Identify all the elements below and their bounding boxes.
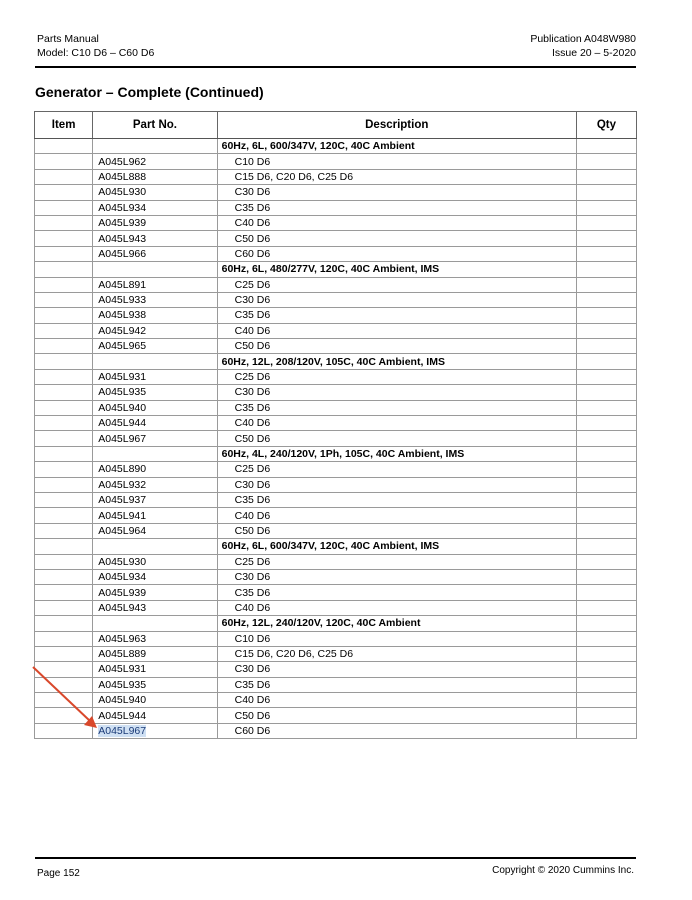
description: C10 D6 — [234, 632, 271, 645]
part-number: A045L937 — [98, 494, 147, 507]
part-number: A045L890 — [98, 463, 147, 476]
description: C40 D6 — [234, 601, 271, 614]
part-number: A045L963 — [98, 632, 147, 645]
description: C15 D6, C20 D6, C25 D6 — [234, 170, 354, 183]
part-number: A045L940 — [98, 401, 147, 414]
part-number: A045L962 — [98, 155, 147, 168]
description: C50 D6 — [234, 709, 271, 722]
description: C15 D6, C20 D6, C25 D6 — [234, 648, 354, 661]
part-number: A045L931 — [98, 663, 147, 676]
part-number: A045L944 — [98, 417, 147, 430]
part-number: A045L935 — [98, 678, 147, 691]
description: C30 D6 — [234, 663, 271, 676]
model-range: Model: C10 D6 – C60 D6 — [37, 46, 155, 59]
part-number: A045L943 — [98, 232, 147, 245]
description: C25 D6 — [234, 463, 271, 476]
description: C25 D6 — [234, 371, 271, 384]
part-number: A045L939 — [98, 217, 147, 230]
column-header-item: Item — [35, 112, 93, 139]
issue-date: Issue 20 – 5-2020 — [551, 46, 636, 59]
description: C60 D6 — [234, 247, 271, 260]
description: C50 D6 — [234, 340, 271, 353]
copyright-notice: Copyright © 2020 Cummins Inc. — [492, 865, 634, 876]
column-header-qty: Qty — [576, 112, 636, 139]
description: C40 D6 — [234, 694, 271, 707]
part-number: A045L930 — [98, 186, 147, 199]
description: C30 D6 — [234, 571, 271, 584]
part-number: A045L934 — [98, 201, 147, 214]
part-number: A045L889 — [98, 648, 147, 661]
part-number: A045L891 — [98, 278, 147, 291]
manual-title: Parts Manual — [37, 33, 99, 45]
part-number: A045L942 — [98, 324, 147, 337]
part-number: A045L941 — [98, 509, 147, 522]
part-number: A045L935 — [98, 386, 147, 399]
description: C30 D6 — [234, 186, 271, 199]
description: C30 D6 — [234, 478, 271, 491]
group-heading: 60Hz, 4L, 240/120V, 1Ph, 105C, 40C Ambient, IMS — [221, 448, 465, 460]
part-number: A045L934 — [98, 571, 147, 584]
description: C35 D6 — [234, 586, 271, 599]
highlighted-part-number: A045L967 — [98, 725, 147, 738]
description: C35 D6 — [234, 201, 271, 214]
part-number: A045L939 — [98, 586, 147, 599]
description: C40 D6 — [234, 417, 271, 430]
description: C50 D6 — [234, 524, 271, 537]
description: C40 D6 — [234, 509, 271, 522]
group-heading: 60Hz, 6L, 600/347V, 120C, 40C Ambient — [221, 140, 415, 153]
part-number: A045L964 — [98, 524, 147, 537]
description: C35 D6 — [234, 678, 271, 691]
column-header-part-no: Part No. — [93, 112, 217, 139]
group-heading: 60Hz, 6L, 600/347V, 120C, 40C Ambient, IMS — [221, 540, 440, 553]
description: C25 D6 — [234, 278, 271, 291]
annotation-arrow-shaft — [33, 667, 90, 721]
part-number: A045L940 — [98, 694, 147, 707]
description: C40 D6 — [234, 217, 271, 230]
description: C50 D6 — [234, 432, 271, 445]
description: C30 D6 — [234, 294, 271, 307]
part-number: A045L944 — [98, 709, 147, 722]
part-number: A045L943 — [98, 601, 147, 614]
part-number: A045L967 — [98, 432, 147, 445]
description: C35 D6 — [234, 401, 271, 414]
group-heading: 60Hz, 12L, 208/120V, 105C, 40C Ambient, IMS — [221, 355, 445, 368]
description: C10 D6 — [234, 155, 271, 168]
part-number: A045L966 — [98, 247, 147, 260]
description: C35 D6 — [234, 494, 271, 507]
part-number: A045L930 — [98, 555, 147, 568]
part-number: A045L931 — [98, 371, 147, 384]
page-title: Generator – Complete (Continued) — [35, 84, 264, 100]
publication-number: Publication A048W980 — [530, 33, 636, 45]
description: C60 D6 — [234, 725, 271, 738]
description: C30 D6 — [234, 386, 271, 399]
description: C25 D6 — [234, 555, 271, 568]
page-number: Page 152 — [37, 868, 80, 879]
part-number: A045L965 — [98, 340, 147, 353]
part-number: A045L938 — [98, 309, 147, 322]
group-heading: 60Hz, 6L, 480/277V, 120C, 40C Ambient, IMS — [221, 263, 440, 276]
part-number: A045L888 — [98, 170, 147, 183]
part-number: A045L933 — [98, 294, 147, 307]
description: C40 D6 — [234, 324, 271, 337]
description: C50 D6 — [234, 232, 271, 245]
group-heading: 60Hz, 12L, 240/120V, 120C, 40C Ambient — [221, 617, 421, 630]
part-number: A045L932 — [98, 478, 147, 491]
column-header-description: Description — [217, 112, 576, 139]
description: C35 D6 — [234, 309, 271, 322]
